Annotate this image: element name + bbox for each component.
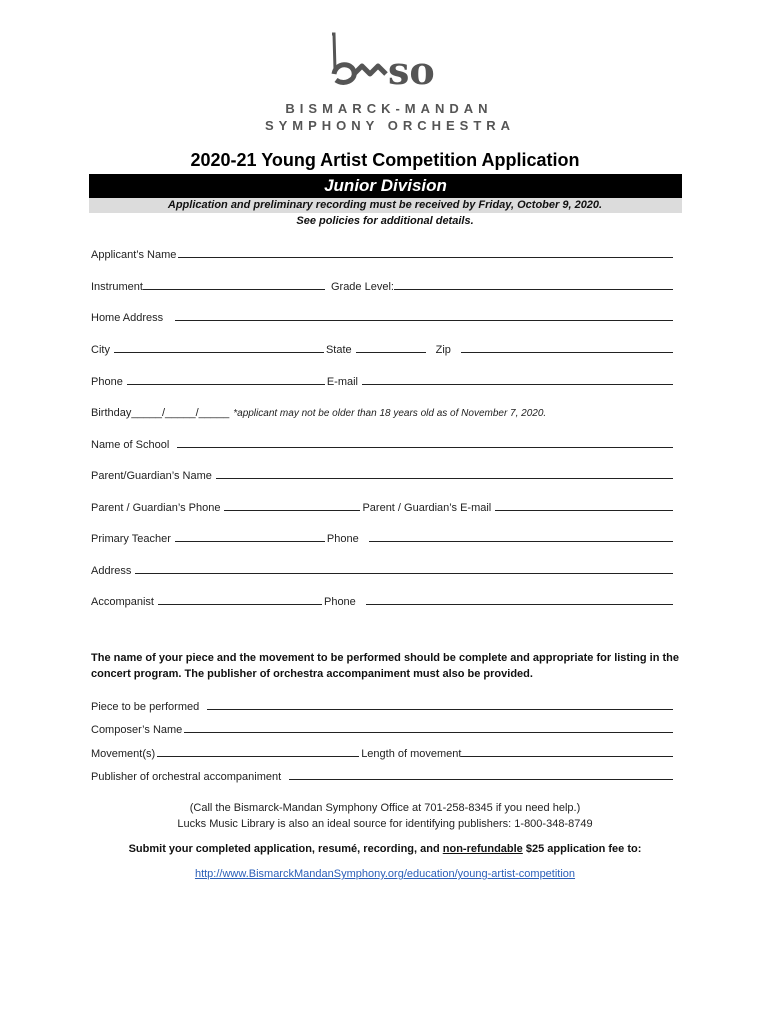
accompanist-label: Accompanist <box>91 596 154 608</box>
movements-field[interactable] <box>157 756 359 757</box>
movements-label: Movement(s) <box>91 748 156 760</box>
composer-label: Composer’s Name <box>91 724 183 736</box>
birthday-field[interactable]: Birthday_____/_____/_____ <box>91 407 230 419</box>
row-home-address <box>91 308 675 324</box>
state-field[interactable] <box>356 352 426 353</box>
applicant-name-label: Applicant’s Name <box>91 249 177 261</box>
instrument-label: Instrument <box>91 281 143 293</box>
publisher-field[interactable] <box>289 779 673 780</box>
bmso-logo <box>318 30 458 100</box>
row-composer <box>91 720 675 736</box>
phone-label: Phone <box>91 376 123 388</box>
guardian-email-label: Parent / Guardian’s E-mail <box>362 502 492 514</box>
zip-label: Zip <box>435 344 451 356</box>
instrument-field[interactable] <box>143 289 325 290</box>
accompanist-field[interactable] <box>158 604 322 605</box>
teacher-label: Primary Teacher <box>91 533 171 545</box>
home-address-field[interactable] <box>175 320 673 321</box>
school-field[interactable] <box>177 447 673 448</box>
submit-instructions <box>0 843 770 855</box>
row-applicant-name <box>91 245 675 261</box>
address-field[interactable] <box>135 573 673 574</box>
division-banner: Junior Division <box>89 174 682 198</box>
row-city-state-zip <box>91 340 675 356</box>
deadline-notice: Application and preliminary recording must be received by Friday, October 9, 2020. <box>167 199 603 211</box>
accompanist-phone-field[interactable] <box>366 604 673 605</box>
row-address <box>91 561 675 577</box>
page-title: 2020-21 Young Artist Competition Application <box>190 150 580 170</box>
email-label: E-mail <box>326 376 358 388</box>
city-label: City <box>91 344 110 356</box>
competition-link-wrapper <box>0 868 770 880</box>
guardian-email-field[interactable] <box>495 510 673 511</box>
row-instrument <box>91 277 675 293</box>
accompanist-phone-label: Phone <box>323 596 356 608</box>
row-guardian-name <box>91 466 675 482</box>
phone-field[interactable] <box>127 384 325 385</box>
logo-mark-text: so <box>388 48 435 93</box>
teacher-field[interactable] <box>175 541 325 542</box>
grade-level-label: Grade Level: <box>330 281 394 293</box>
piece-field[interactable] <box>207 709 673 710</box>
row-movements <box>91 744 675 760</box>
teacher-phone-field[interactable] <box>369 541 673 542</box>
submit-text-pre: Submit your completed application, resumé, recording, and <box>128 843 443 855</box>
logo-line-2: SYMPHONY ORCHESTRA <box>264 118 516 133</box>
row-school <box>91 435 675 451</box>
teacher-phone-label: Phone <box>326 533 359 545</box>
guardian-name-label: Parent/Guardian’s Name <box>91 470 212 482</box>
guardian-phone-field[interactable] <box>224 510 360 511</box>
row-piece <box>91 697 675 713</box>
grade-level-field[interactable] <box>394 289 673 290</box>
length-label: Length of movement <box>361 748 462 760</box>
email-field[interactable] <box>362 384 673 385</box>
school-label: Name of School <box>91 439 170 451</box>
lucks-library-text: Lucks Music Library is also an ideal source for identifying publishers: 1-800-348-8749 <box>177 818 593 830</box>
address-label: Address <box>91 565 132 577</box>
piece-instructions: The name of your piece and the movement to be performed should be complete and appropriate for listing in the concert program. The publisher of orchestra accompaniment must also be provided. <box>91 652 679 680</box>
city-field[interactable] <box>114 352 324 353</box>
logo-line-1: BISMARCK-MANDAN <box>285 101 493 116</box>
submit-text-nonrefundable: non-refundable <box>442 843 523 855</box>
row-phone-email <box>91 372 675 388</box>
applicant-name-field[interactable] <box>178 257 673 258</box>
submit-text-post: $25 application fee to: <box>522 843 642 855</box>
policies-notice: See policies for additional details. <box>296 215 474 227</box>
zip-field[interactable] <box>461 352 673 353</box>
row-publisher <box>91 767 675 783</box>
composer-field[interactable] <box>184 732 673 733</box>
piece-label: Piece to be performed <box>91 701 200 713</box>
birthday-note: *applicant may not be older than 18 years old as of November 7, 2020. <box>233 408 547 419</box>
help-call-text: (Call the Bismarck-Mandan Symphony Office at 701-258-8345 if you need help.) <box>189 802 581 814</box>
publisher-label: Publisher of orchestral accompaniment <box>91 771 282 783</box>
row-teacher <box>91 529 675 545</box>
row-accompanist <box>91 592 675 608</box>
guardian-name-field[interactable] <box>216 478 673 479</box>
state-label: State <box>325 344 352 356</box>
competition-link[interactable]: http://www.BismarckMandanSymphony.org/education/young-artist-competition <box>194 868 576 880</box>
guardian-phone-label: Parent / Guardian’s Phone <box>91 502 221 514</box>
home-address-label: Home Address <box>91 312 164 324</box>
row-birthday <box>91 403 675 419</box>
row-guardian-contact <box>91 498 675 514</box>
length-field[interactable] <box>461 756 673 757</box>
